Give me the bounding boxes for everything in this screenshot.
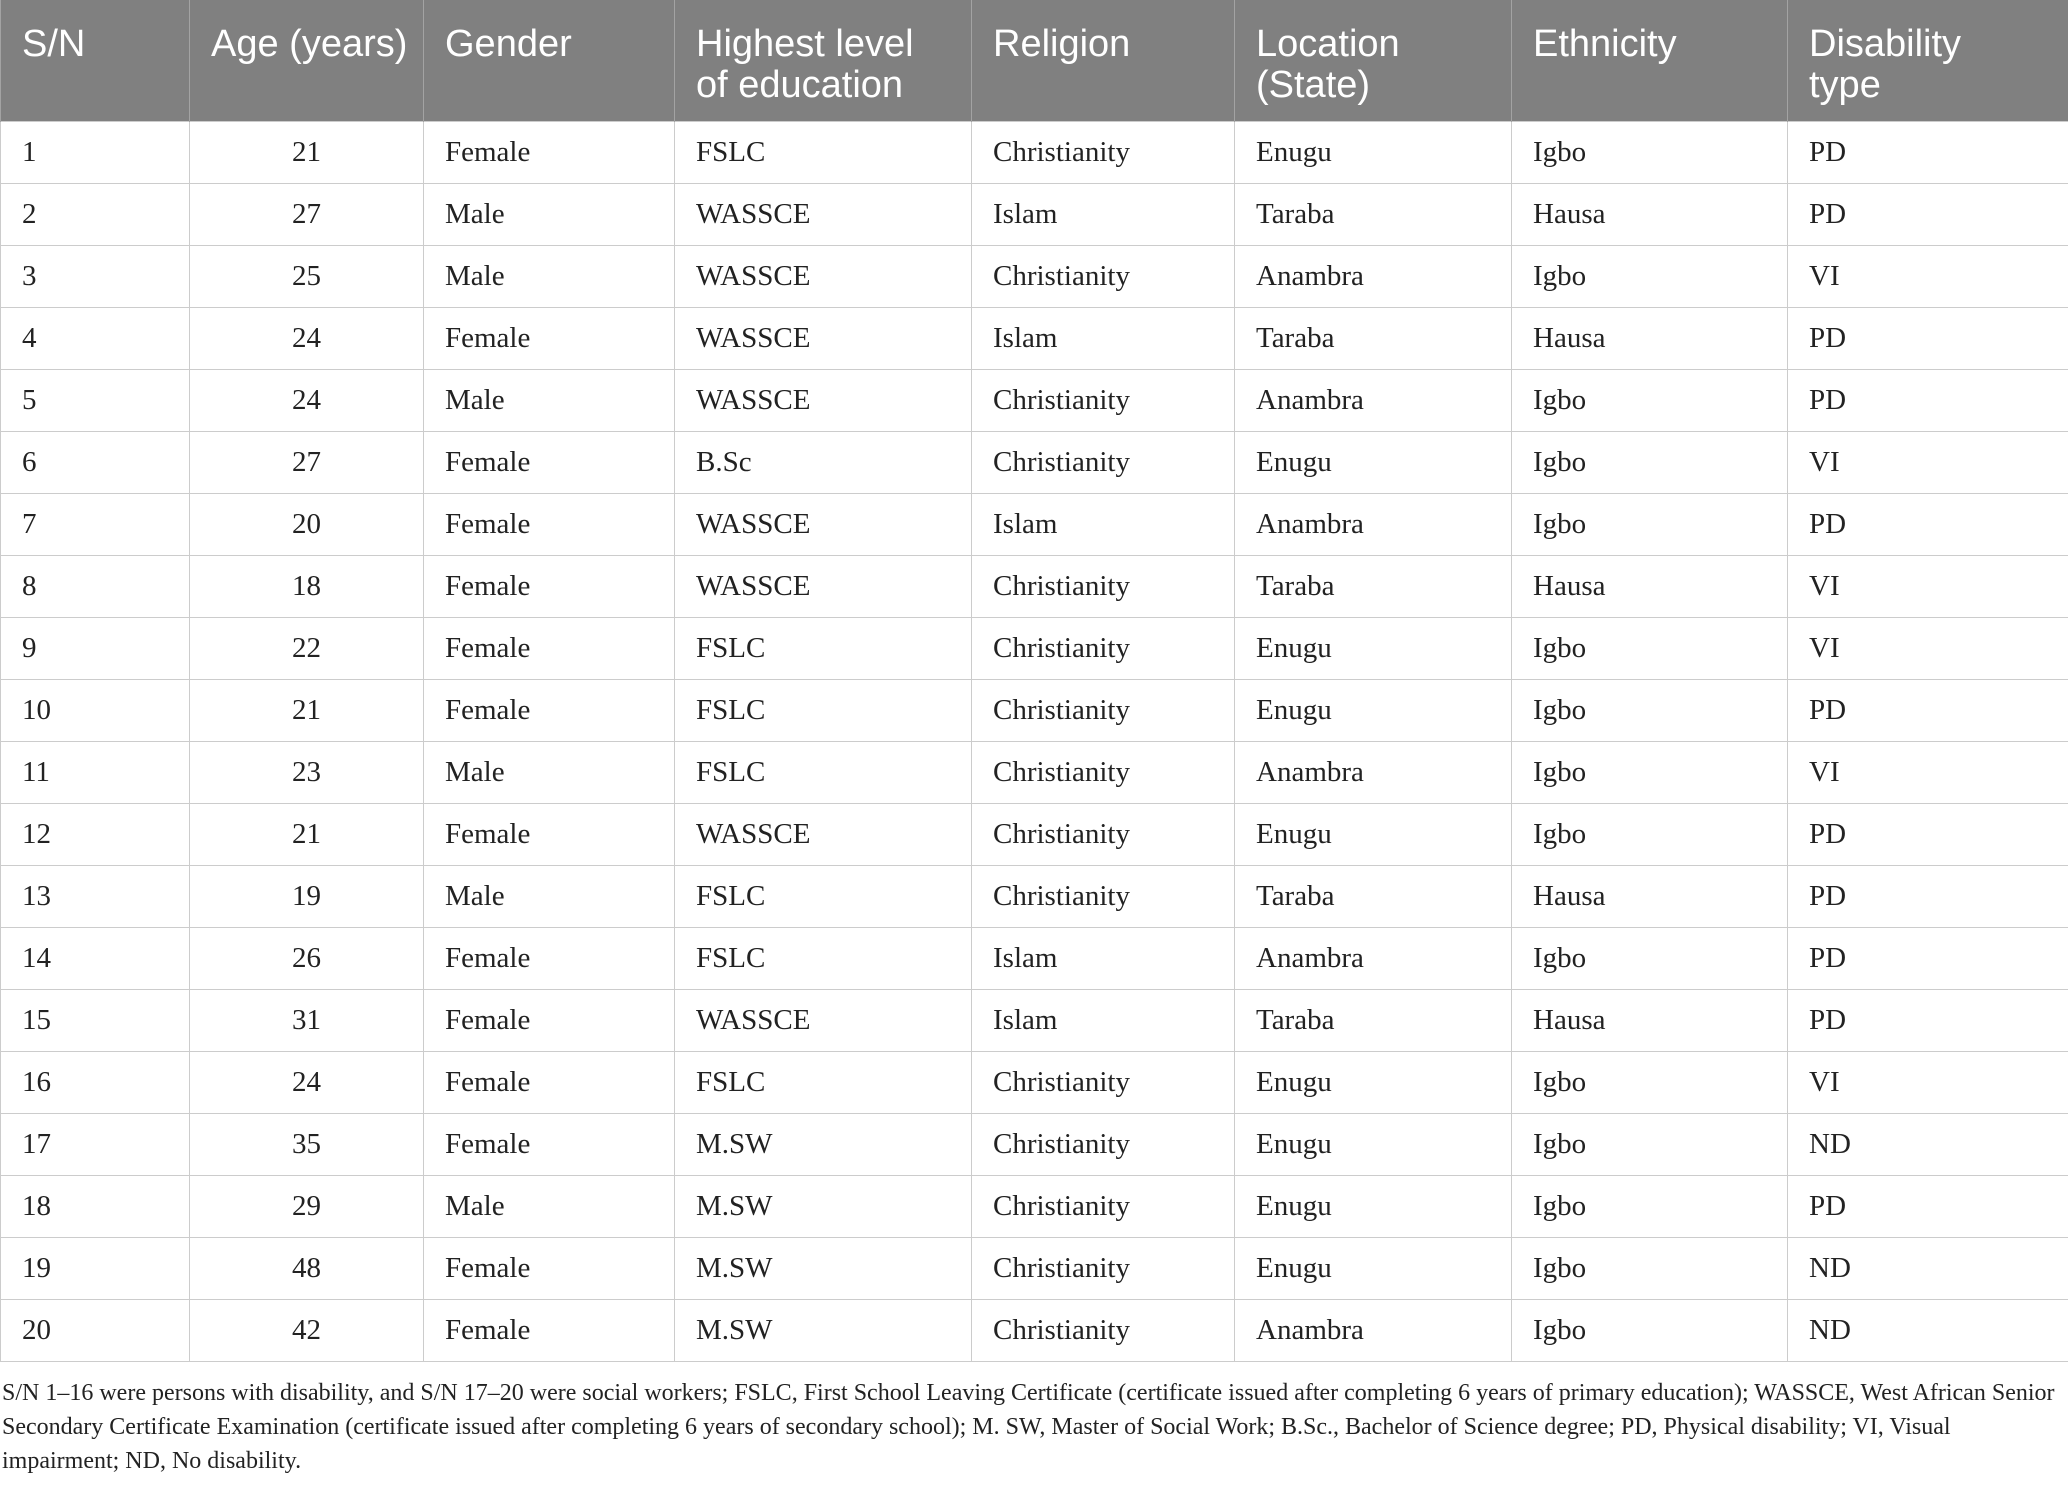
- cell-disability-type: ND: [1788, 1113, 2068, 1175]
- table-row: [1, 1237, 2068, 1299]
- table-row: [1, 617, 2068, 679]
- cell-gender: Female: [424, 927, 675, 989]
- cell-disability-type: PD: [1788, 369, 2068, 431]
- cell-location: Enugu: [1235, 679, 1512, 741]
- header-religion: [972, 0, 1235, 121]
- cell-education: M.SW: [675, 1299, 972, 1361]
- cell-gender: Female: [424, 555, 675, 617]
- header-education: [675, 0, 972, 121]
- cell-location: Enugu: [1235, 1113, 1512, 1175]
- cell-gender: Female: [424, 431, 675, 493]
- cell-education: FSLC: [675, 121, 972, 183]
- cell-disability-type: PD: [1788, 121, 2068, 183]
- cell-education: WASSCE: [675, 989, 972, 1051]
- cell-gender: Male: [424, 369, 675, 431]
- header-religion-label: Religion: [993, 23, 1131, 65]
- cell-religion: Islam: [972, 927, 1235, 989]
- cell-sn: 11: [1, 741, 190, 803]
- cell-age: 21: [190, 803, 424, 865]
- cell-sn: 19: [1, 1237, 190, 1299]
- cell-religion: Christianity: [972, 555, 1235, 617]
- cell-location: Anambra: [1235, 493, 1512, 555]
- cell-gender: Female: [424, 1237, 675, 1299]
- cell-location: Anambra: [1235, 369, 1512, 431]
- cell-education: WASSCE: [675, 803, 972, 865]
- cell-gender: Male: [424, 183, 675, 245]
- cell-gender: Male: [424, 741, 675, 803]
- cell-disability-type: PD: [1788, 679, 2068, 741]
- cell-ethnicity: Igbo: [1512, 493, 1788, 555]
- cell-ethnicity: Igbo: [1512, 1051, 1788, 1113]
- cell-disability-type: PD: [1788, 307, 2068, 369]
- cell-location: Enugu: [1235, 1237, 1512, 1299]
- cell-education: FSLC: [675, 679, 972, 741]
- cell-disability-type: PD: [1788, 803, 2068, 865]
- cell-age: 27: [190, 183, 424, 245]
- cell-ethnicity: Igbo: [1512, 927, 1788, 989]
- table-row: [1, 493, 2068, 555]
- cell-religion: Islam: [972, 493, 1235, 555]
- cell-ethnicity: Igbo: [1512, 1299, 1788, 1361]
- cell-disability-type: PD: [1788, 1175, 2068, 1237]
- cell-location: Enugu: [1235, 1051, 1512, 1113]
- cell-education: FSLC: [675, 927, 972, 989]
- cell-sn: 8: [1, 555, 190, 617]
- table-row: [1, 927, 2068, 989]
- cell-gender: Female: [424, 1051, 675, 1113]
- header-gender: [424, 0, 675, 121]
- cell-religion: Christianity: [972, 431, 1235, 493]
- cell-sn: 12: [1, 803, 190, 865]
- cell-age: 19: [190, 865, 424, 927]
- cell-religion: Christianity: [972, 1237, 1235, 1299]
- cell-ethnicity: Igbo: [1512, 803, 1788, 865]
- cell-religion: Islam: [972, 989, 1235, 1051]
- cell-location: Taraba: [1235, 307, 1512, 369]
- cell-ethnicity: Hausa: [1512, 865, 1788, 927]
- header-location-label: Location (State): [1256, 23, 1400, 106]
- table-row: [1, 989, 2068, 1051]
- cell-disability-type: VI: [1788, 431, 2068, 493]
- cell-gender: Male: [424, 1175, 675, 1237]
- cell-religion: Christianity: [972, 1051, 1235, 1113]
- header-age-label: Age (years): [211, 23, 408, 65]
- cell-ethnicity: Hausa: [1512, 183, 1788, 245]
- cell-education: WASSCE: [675, 245, 972, 307]
- table-row: [1, 245, 2068, 307]
- header-ethnicity-label: Ethnicity: [1533, 23, 1677, 65]
- cell-education: M.SW: [675, 1175, 972, 1237]
- cell-gender: Female: [424, 121, 675, 183]
- cell-location: Anambra: [1235, 741, 1512, 803]
- cell-location: Enugu: [1235, 617, 1512, 679]
- cell-education: FSLC: [675, 617, 972, 679]
- cell-ethnicity: Hausa: [1512, 307, 1788, 369]
- cell-sn: 9: [1, 617, 190, 679]
- cell-age: 42: [190, 1299, 424, 1361]
- cell-religion: Christianity: [972, 1113, 1235, 1175]
- cell-age: 25: [190, 245, 424, 307]
- cell-age: 22: [190, 617, 424, 679]
- cell-sn: 3: [1, 245, 190, 307]
- cell-age: 21: [190, 679, 424, 741]
- cell-location: Anambra: [1235, 1299, 1512, 1361]
- cell-ethnicity: Igbo: [1512, 369, 1788, 431]
- cell-ethnicity: Igbo: [1512, 1237, 1788, 1299]
- cell-disability-type: PD: [1788, 493, 2068, 555]
- cell-sn: 15: [1, 989, 190, 1051]
- table-row: [1, 741, 2068, 803]
- cell-ethnicity: Igbo: [1512, 1113, 1788, 1175]
- cell-sn: 16: [1, 1051, 190, 1113]
- cell-religion: Christianity: [972, 1299, 1235, 1361]
- cell-age: 24: [190, 1051, 424, 1113]
- cell-education: FSLC: [675, 1051, 972, 1113]
- cell-education: WASSCE: [675, 307, 972, 369]
- cell-age: 21: [190, 121, 424, 183]
- cell-location: Enugu: [1235, 121, 1512, 183]
- cell-religion: Christianity: [972, 121, 1235, 183]
- table-row: [1, 121, 2068, 183]
- header-gender-label: Gender: [445, 23, 572, 65]
- cell-age: 27: [190, 431, 424, 493]
- cell-ethnicity: Hausa: [1512, 555, 1788, 617]
- cell-sn: 2: [1, 183, 190, 245]
- cell-gender: Male: [424, 245, 675, 307]
- cell-religion: Christianity: [972, 1175, 1235, 1237]
- cell-location: Enugu: [1235, 803, 1512, 865]
- header-sn-label: S/N: [22, 23, 86, 65]
- table-row: [1, 183, 2068, 245]
- header-age: [190, 0, 424, 121]
- table-footnote: S/N 1–16 were persons with disability, and S/N 17–20 were social workers; FSLC, First School Leaving Certificate (certificate issued after completing 6 years of primary education); WASSCE, West African Senior Secondary Certificate Examination (certificate issued after completing 6 years of secondary school); M. SW, Master of Social Work; B.Sc., Bachelor of Science degree; PD, Physical disability; VI, Visual impairment; ND, No disability.: [2, 1379, 2055, 1474]
- table-row: [1, 1299, 2068, 1361]
- header-disability-type: [1788, 0, 2068, 121]
- cell-education: FSLC: [675, 865, 972, 927]
- cell-age: 23: [190, 741, 424, 803]
- header-ethnicity: [1512, 0, 1788, 121]
- cell-gender: Female: [424, 493, 675, 555]
- cell-age: 24: [190, 307, 424, 369]
- cell-age: 26: [190, 927, 424, 989]
- cell-disability-type: PD: [1788, 183, 2068, 245]
- cell-education: FSLC: [675, 741, 972, 803]
- table-header-row: [1, 0, 2068, 121]
- cell-location: Taraba: [1235, 989, 1512, 1051]
- cell-location: Enugu: [1235, 1175, 1512, 1237]
- cell-gender: Female: [424, 989, 675, 1051]
- table-row: [1, 1113, 2068, 1175]
- cell-location: Taraba: [1235, 555, 1512, 617]
- cell-education: WASSCE: [675, 555, 972, 617]
- cell-sn: 17: [1, 1113, 190, 1175]
- table-row: [1, 1175, 2068, 1237]
- cell-religion: Christianity: [972, 803, 1235, 865]
- cell-location: Taraba: [1235, 183, 1512, 245]
- cell-disability-type: VI: [1788, 245, 2068, 307]
- cell-disability-type: VI: [1788, 741, 2068, 803]
- cell-sn: 6: [1, 431, 190, 493]
- table-row: [1, 865, 2068, 927]
- cell-disability-type: PD: [1788, 865, 2068, 927]
- cell-gender: Female: [424, 617, 675, 679]
- cell-sn: 4: [1, 307, 190, 369]
- cell-disability-type: VI: [1788, 555, 2068, 617]
- cell-religion: Christianity: [972, 245, 1235, 307]
- cell-age: 48: [190, 1237, 424, 1299]
- table-row: [1, 1051, 2068, 1113]
- cell-sn: 20: [1, 1299, 190, 1361]
- cell-age: 24: [190, 369, 424, 431]
- cell-location: Taraba: [1235, 865, 1512, 927]
- cell-sn: 10: [1, 679, 190, 741]
- cell-ethnicity: Igbo: [1512, 617, 1788, 679]
- cell-religion: Christianity: [972, 679, 1235, 741]
- cell-education: M.SW: [675, 1113, 972, 1175]
- cell-age: 35: [190, 1113, 424, 1175]
- cell-age: 29: [190, 1175, 424, 1237]
- cell-education: M.SW: [675, 1237, 972, 1299]
- cell-religion: Christianity: [972, 741, 1235, 803]
- cell-sn: 5: [1, 369, 190, 431]
- cell-education: WASSCE: [675, 493, 972, 555]
- table-row: [1, 679, 2068, 741]
- cell-education: B.Sc: [675, 431, 972, 493]
- cell-gender: Female: [424, 803, 675, 865]
- cell-gender: Female: [424, 1299, 675, 1361]
- cell-age: 31: [190, 989, 424, 1051]
- table-row: [1, 369, 2068, 431]
- cell-sn: 13: [1, 865, 190, 927]
- cell-age: 18: [190, 555, 424, 617]
- cell-gender: Male: [424, 865, 675, 927]
- cell-religion: Islam: [972, 183, 1235, 245]
- header-disability-type-label: Disability type: [1809, 23, 1962, 106]
- header-location: [1235, 0, 1512, 121]
- cell-disability-type: VI: [1788, 617, 2068, 679]
- header-sn: [1, 0, 190, 121]
- cell-sn: 14: [1, 927, 190, 989]
- cell-disability-type: ND: [1788, 1299, 2068, 1361]
- cell-ethnicity: Igbo: [1512, 431, 1788, 493]
- cell-sn: 7: [1, 493, 190, 555]
- cell-location: Anambra: [1235, 927, 1512, 989]
- cell-religion: Christianity: [972, 865, 1235, 927]
- cell-disability-type: ND: [1788, 1237, 2068, 1299]
- cell-ethnicity: Igbo: [1512, 245, 1788, 307]
- cell-location: Anambra: [1235, 245, 1512, 307]
- cell-disability-type: VI: [1788, 1051, 2068, 1113]
- cell-gender: Female: [424, 679, 675, 741]
- table-row: [1, 555, 2068, 617]
- cell-disability-type: PD: [1788, 927, 2068, 989]
- cell-ethnicity: Igbo: [1512, 679, 1788, 741]
- cell-disability-type: PD: [1788, 989, 2068, 1051]
- cell-religion: Islam: [972, 307, 1235, 369]
- cell-ethnicity: Hausa: [1512, 989, 1788, 1051]
- cell-sn: 18: [1, 1175, 190, 1237]
- cell-ethnicity: Igbo: [1512, 741, 1788, 803]
- cell-religion: Christianity: [972, 617, 1235, 679]
- cell-religion: Christianity: [972, 369, 1235, 431]
- table-row: [1, 431, 2068, 493]
- cell-education: WASSCE: [675, 369, 972, 431]
- header-education-label: Highest level of education: [696, 23, 914, 106]
- cell-ethnicity: Igbo: [1512, 121, 1788, 183]
- cell-gender: Female: [424, 1113, 675, 1175]
- cell-ethnicity: Igbo: [1512, 1175, 1788, 1237]
- table-row: [1, 803, 2068, 865]
- cell-age: 20: [190, 493, 424, 555]
- cell-gender: Female: [424, 307, 675, 369]
- cell-education: WASSCE: [675, 183, 972, 245]
- cell-location: Enugu: [1235, 431, 1512, 493]
- table-row: [1, 307, 2068, 369]
- cell-sn: 1: [1, 121, 190, 183]
